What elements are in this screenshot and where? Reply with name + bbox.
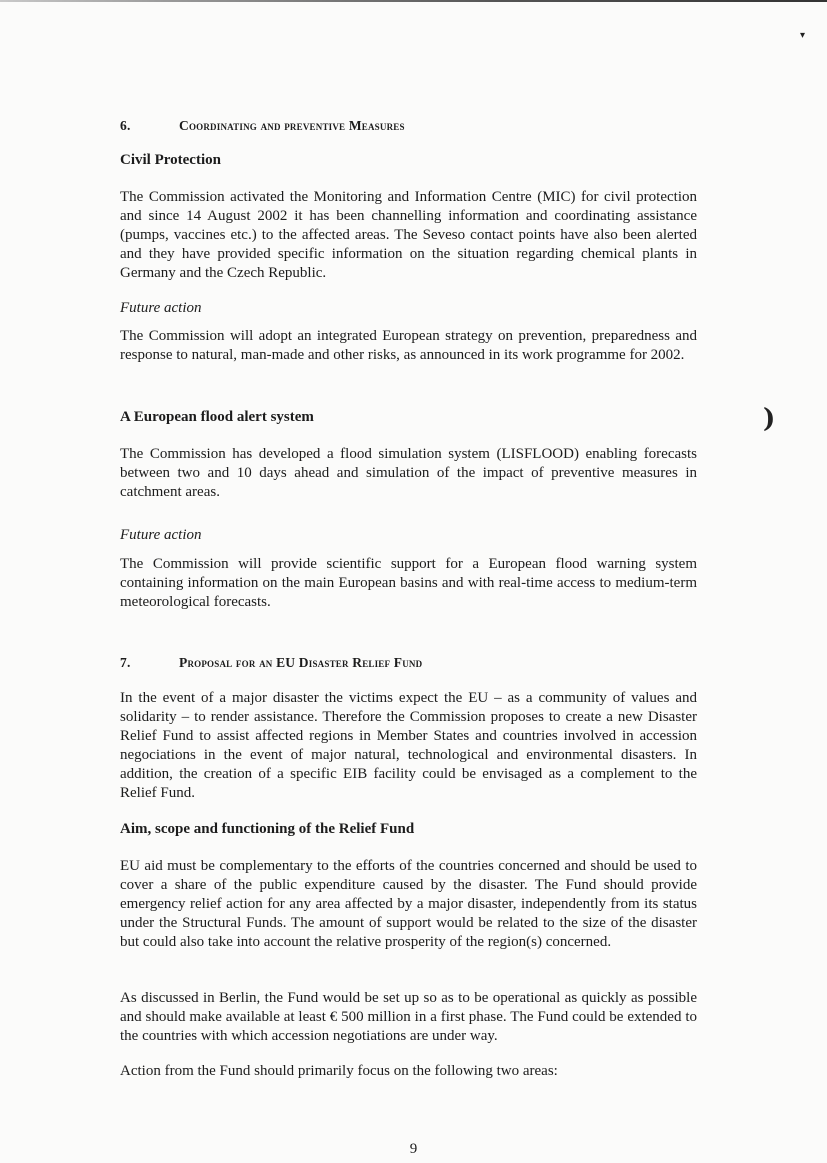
relief-fund-aim-heading: Aim, scope and functioning of the Relief Fund [120,821,415,837]
margin-bracket-mark: ) [763,404,776,434]
flood-alert-heading: A European flood alert system [120,409,314,425]
civil-protection-future-label: Future action [120,300,202,316]
relief-fund-action-paragraph: Action from the Fund should primarily focus on the following two areas: [120,1063,558,1079]
flood-alert-paragraph: The Commission has developed a flood simulation system (LISFLOOD) enabling forecasts between two and 10 days ahead and simulation of the impact of preventive measures in catchment areas. [120,446,697,500]
relief-fund-aim-paragraph: EU aid must be complementary to the efforts of the countries concerned and should be used to cover a share of the public expenditure caused by the disaster. The Fund should provide emergency relief action for any area affected by a major disaster, independently from its status under the Structural Funds. The amount of support would be related to the size of the disaster but could also take into account the relative prosperity of the region(s) concerned. [120,858,697,950]
section-7-title [120,655,422,671]
civil-protection-paragraph: The Commission activated the Monitoring and Information Centre (MIC) for civil protection and since 14 August 2002 it has been channelling information and coordinating assistance (pumps, vaccines etc.) to the affected areas. The Seveso contact points have also been alerted and they have provided specific information on the situation regarding chemical plants in Germany and the Czech Republic. [120,189,697,281]
top-scan-rule [0,0,827,2]
civil-protection-heading: Civil Protection [120,152,221,168]
section-6-number: 6. [120,118,131,133]
flood-alert-future-label: Future action [120,527,202,543]
relief-fund-intro-paragraph: In the event of a major disaster the victims expect the EU – as a community of values and solidarity – to render assistance. Therefore the Commission proposes to create a new Disaster Relief Fund to assist affected regions in Member States and countries involved in accession negociations in the event of major natural, technological and environmental disasters. In addition, the creation of a specific EIB facility could be envisaged as a complement to the Relief Fund. [120,690,697,801]
page-number: 9 [409,1141,418,1157]
margin-dot-mark: ▾ [800,30,806,41]
section-6-title [120,118,405,134]
civil-protection-future-paragraph: The Commission will adopt an integrated European strategy on prevention, preparedness and response to natural, man-made and other risks, as announced in its work programme for 2002. [120,328,697,363]
section-6-label: Coordinating and preventive Measures [179,118,405,133]
section-7-number: 7. [120,655,131,670]
flood-alert-future-paragraph: The Commission will provide scientific support for a European flood warning system containing information on the main European basins and with real-time access to medium-term meteorological forecasts. [120,556,697,610]
section-7-label: Proposal for an EU Disaster Relief Fund [179,655,423,670]
relief-fund-berlin-paragraph: As discussed in Berlin, the Fund would be set up so as to be operational as quickly as possible and should make available at least € 500 million in a first phase. The Fund could be extended to the countries with which accession negotiations are under way. [120,990,697,1044]
